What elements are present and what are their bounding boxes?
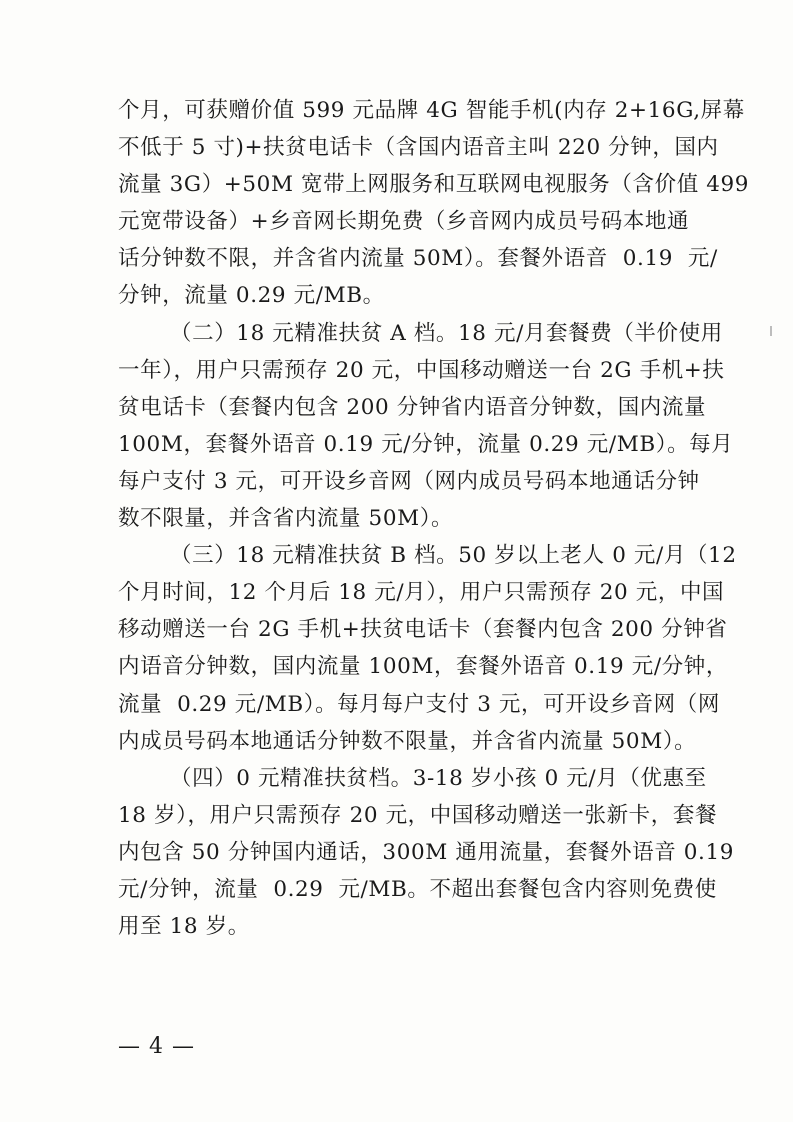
scan-edge-mark: [770, 326, 772, 336]
text-line: 话分钟数不限，并含省内流量 50M）。套餐外语音 0.19 元/: [118, 246, 718, 272]
text-line: 100M，套餐外语音 0.19 元/分钟，流量 0.29 元/MB）。每月: [118, 431, 734, 457]
text-line: （三）18 元精准扶贫 B 档。50 岁以上老人 0 元/月（12: [170, 543, 737, 569]
text-line: 18 岁），用户只需预存 20 元，中国移动赠送一张新卡，套餐: [118, 802, 718, 828]
text-line: 个月，可获赠价值 599 元品牌 4G 智能手机(内存 2+16G,屏幕: [118, 98, 745, 123]
paragraph-tier-a: [118, 315, 734, 538]
text-line: 个月时间，12 个月后 18 元/月），用户只需预存 20 元，中国: [118, 580, 725, 606]
page-number: — 4 —: [118, 1034, 195, 1059]
paragraph-tier-b: [118, 537, 737, 760]
text-line: 流量 3G）+50M 宽带上网服务和互联网电视服务（含价值 499: [118, 172, 750, 198]
text-line: 内成员号码本地通话分钟数不限量，并含省内流量 50M）。: [118, 728, 697, 754]
text-line: 不低于 5 寸)+扶贫电话卡（含国内语音主叫 220 分钟，国内: [118, 135, 719, 161]
text-line: 内包含 50 分钟国内通话，300M 通用流量，套餐外语音 0.19: [118, 839, 735, 865]
text-line: 数不限量，并含省内流量 50M）。: [118, 506, 454, 532]
paragraph-zero-tier: [118, 760, 735, 945]
text-line: 元宽带设备）+乡音网长期免费（乡音网内成员号码本地通: [118, 209, 690, 235]
text-line: 流量 0.29 元/MB）。每月每户支付 3 元，可开设乡音网（网: [118, 691, 720, 717]
text-line: （四）0 元精准扶贫档。3-18 岁小孩 0 元/月（优惠至: [170, 765, 707, 791]
text-line: 移动赠送一台 2G 手机+扶贫电话卡（套餐内包含 200 分钟省: [118, 617, 728, 643]
text-line: 分钟，流量 0.29 元/MB。: [118, 283, 385, 309]
text-line: 内语音分钟数，国内流量 100M，套餐外语音 0.19 元/分钟，: [118, 654, 728, 680]
paragraph-continuation: [118, 92, 750, 315]
text-line: 元/分钟，流量 0.29 元/MB。不超出套餐包含内容则免费使: [118, 876, 717, 902]
text-line: 贫电话卡（套餐内包含 200 分钟省内语音分钟数，国内流量: [118, 394, 707, 420]
text-line: （二）18 元精准扶贫 A 档。18 元/月套餐费（半价使用: [170, 320, 723, 346]
document-body: [118, 92, 750, 945]
text-line: 用至 18 岁。: [118, 914, 250, 940]
text-line: 每户支付 3 元，可开设乡音网（网内成员号码本地通话分钟: [118, 468, 700, 494]
text-line: 一年），用户只需预存 20 元，中国移动赠送一台 2G 手机+扶: [118, 357, 725, 383]
